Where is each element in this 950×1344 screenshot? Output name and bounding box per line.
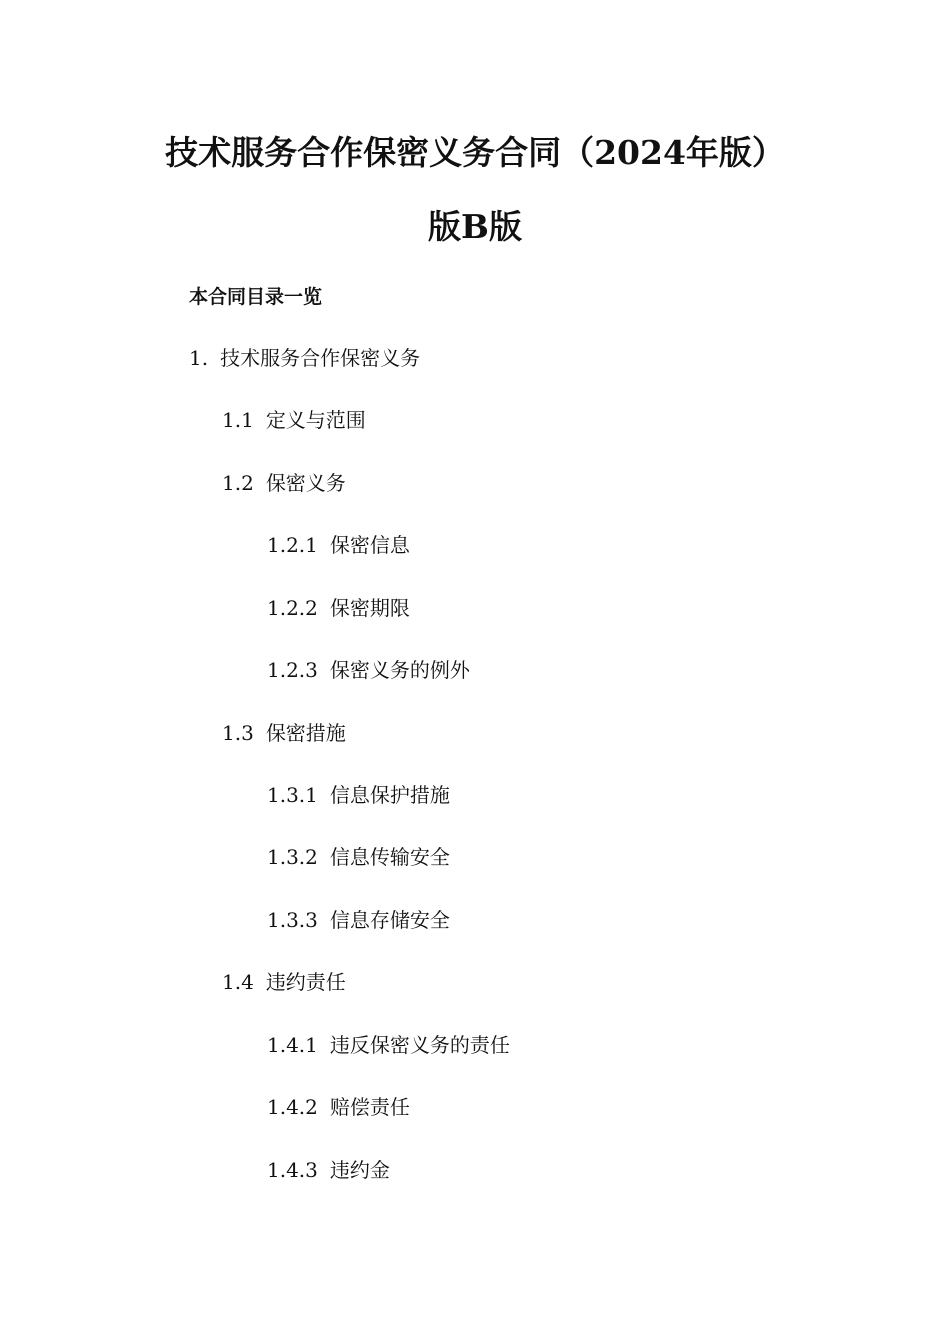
toc-item-text: 定义与范围 xyxy=(265,408,366,432)
document-title: 技术服务合作保密义务合同（2024年版） xyxy=(165,133,785,172)
toc-item xyxy=(267,657,470,683)
toc-item xyxy=(267,1094,410,1120)
toc-item xyxy=(267,1157,390,1183)
toc-item xyxy=(222,969,346,995)
toc-item-text: 信息传输安全 xyxy=(329,845,450,869)
toc-item-number: 1.3.2 xyxy=(267,845,318,869)
toc-item-number: 1.3 xyxy=(222,721,254,745)
toc-item-text: 违反保密义务的责任 xyxy=(329,1033,510,1057)
document-subtitle: 版B版 xyxy=(428,207,522,246)
toc-item-text: 违约责任 xyxy=(265,970,346,994)
toc-item xyxy=(267,1032,510,1058)
toc-heading: 本合同目录一览 xyxy=(189,286,323,308)
toc-item-number: 1.4.2 xyxy=(267,1095,318,1119)
toc-item-number: 1.2.1 xyxy=(267,533,318,557)
toc-item xyxy=(189,345,420,371)
toc-item-number: 1.2.2 xyxy=(267,596,318,620)
toc-item-number: 1.4.1 xyxy=(267,1033,318,1057)
toc-item-text: 保密义务的例外 xyxy=(329,658,470,682)
toc-item-number: 1.3.3 xyxy=(267,908,318,932)
toc-item-number: 1.4.3 xyxy=(267,1158,318,1182)
toc-item xyxy=(267,532,410,558)
toc-item-text: 保密措施 xyxy=(265,721,346,745)
toc-item-number: 1.2.3 xyxy=(267,658,318,682)
toc-item-text: 技术服务合作保密义务 xyxy=(220,346,421,370)
toc-item-text: 保密期限 xyxy=(329,596,410,620)
toc-item xyxy=(222,720,346,746)
toc-item xyxy=(267,907,450,933)
toc-item-number: 1.4 xyxy=(222,970,254,994)
toc-item xyxy=(222,470,346,496)
toc-item-number: 1.2 xyxy=(222,471,254,495)
toc-item-text: 保密义务 xyxy=(265,471,346,495)
toc-item xyxy=(267,595,410,621)
toc-item-number: 1.1 xyxy=(222,408,254,432)
toc-item-text: 赔偿责任 xyxy=(329,1095,410,1119)
toc-item-text: 信息存储安全 xyxy=(329,908,450,932)
toc-item xyxy=(267,782,450,808)
toc-item xyxy=(222,407,366,433)
toc-item xyxy=(267,844,450,870)
toc-item-number: 1. xyxy=(189,346,209,370)
toc-item-text: 保密信息 xyxy=(329,533,410,557)
toc-item-number: 1.3.1 xyxy=(267,783,318,807)
toc-item-text: 违约金 xyxy=(329,1158,390,1182)
toc-item-text: 信息保护措施 xyxy=(329,783,450,807)
